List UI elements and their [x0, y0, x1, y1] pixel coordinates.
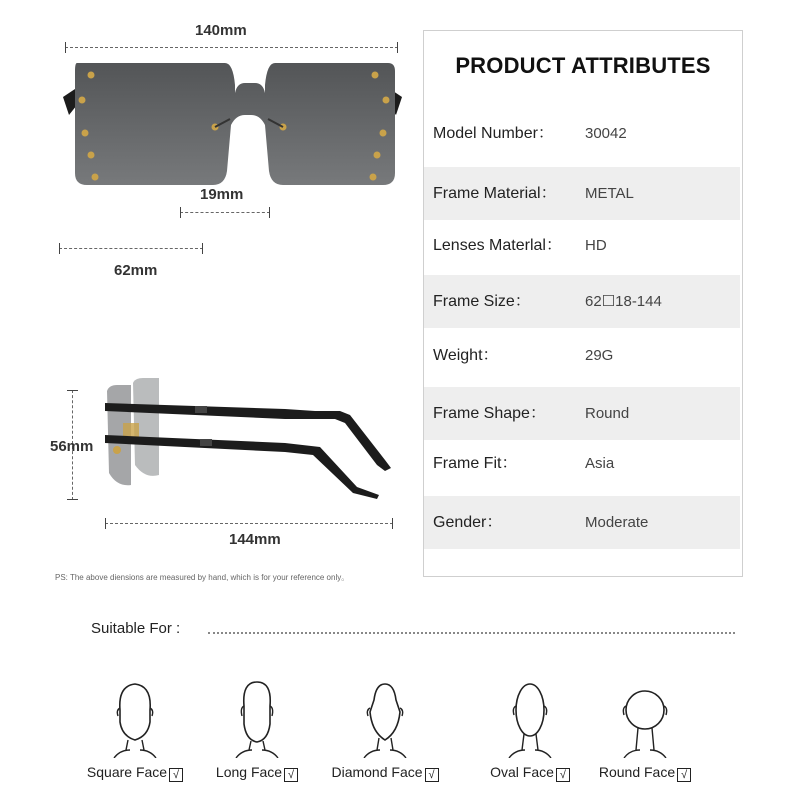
checkbox-checked-icon: √ — [556, 768, 570, 782]
face-long — [192, 672, 322, 792]
attr-key: Frame Material： — [433, 185, 557, 202]
attr-value: 29G — [585, 347, 614, 364]
attr-value: Moderate — [585, 514, 649, 531]
face-oval — [465, 672, 595, 792]
checkbox-checked-icon: √ — [284, 768, 298, 782]
attr-row-frame-material — [424, 167, 740, 220]
attr-row-lenses-material — [424, 219, 740, 272]
temple-length-label: 144mm — [229, 531, 281, 548]
checkbox-checked-icon: √ — [425, 768, 439, 782]
attr-value: METAL — [585, 185, 634, 202]
product-attributes-panel — [423, 30, 743, 577]
attr-value: 62☐18-144 — [585, 293, 662, 310]
dotted-divider — [208, 632, 735, 634]
attr-value: Round — [585, 405, 630, 422]
checkbox-checked-icon: √ — [677, 768, 691, 782]
oval-face-icon — [505, 678, 555, 758]
bridge-dimension-line — [180, 212, 270, 213]
sunglasses-side-image — [95, 375, 395, 500]
measurement-note: PS: The above diensions are measured by hand, which is for your reference only。 — [55, 573, 350, 582]
attr-row-frame-shape — [424, 387, 740, 440]
lens-height-label: 56mm — [50, 438, 94, 455]
lens-width-dimension-line — [59, 248, 203, 249]
attr-value: Asia — [585, 455, 615, 472]
lens-width-label: 62mm — [114, 262, 158, 279]
attr-key: Weight： — [433, 347, 499, 364]
attr-row-weight — [424, 329, 740, 382]
face-label: Oval Face √ — [465, 764, 595, 782]
face-label: Diamond Face √ — [320, 764, 450, 782]
bridge-label: 19mm — [200, 186, 244, 203]
attr-key: Model Number： — [433, 125, 554, 142]
checkbox-checked-icon: √ — [169, 768, 183, 782]
attr-key: Frame Size： — [433, 293, 531, 310]
temple-length-dimension-line — [105, 523, 393, 524]
attr-key: Frame Shape： — [433, 405, 546, 422]
face-square — [70, 672, 200, 792]
face-diamond — [320, 672, 450, 792]
long-face-icon — [232, 678, 282, 758]
diamond-face-icon — [360, 678, 410, 758]
square-face-icon — [110, 678, 160, 758]
total-width-label: 140mm — [195, 22, 247, 39]
attr-row-frame-fit — [424, 437, 740, 490]
total-width-dimension-line — [65, 47, 398, 48]
attr-row-frame-size — [424, 275, 740, 328]
attr-key: Gender： — [433, 514, 503, 531]
face-label: Round Face √ — [580, 764, 710, 782]
attr-row-gender — [424, 496, 740, 549]
suitable-for-title: Suitable For : — [91, 620, 181, 637]
attr-key: Frame Fit： — [433, 455, 518, 472]
attr-value: 30042 — [585, 125, 627, 142]
face-round — [580, 672, 710, 792]
product-attributes-title: PRODUCT ATTRIBUTES — [455, 53, 711, 78]
round-face-icon — [620, 678, 670, 758]
face-label: Long Face √ — [192, 764, 322, 782]
attr-value: HD — [585, 237, 607, 254]
sunglasses-front-image — [55, 55, 410, 195]
attr-row-model-number — [424, 107, 740, 160]
attr-key: Lenses Materlal： — [433, 237, 562, 254]
face-label: Square Face √ — [70, 764, 200, 782]
